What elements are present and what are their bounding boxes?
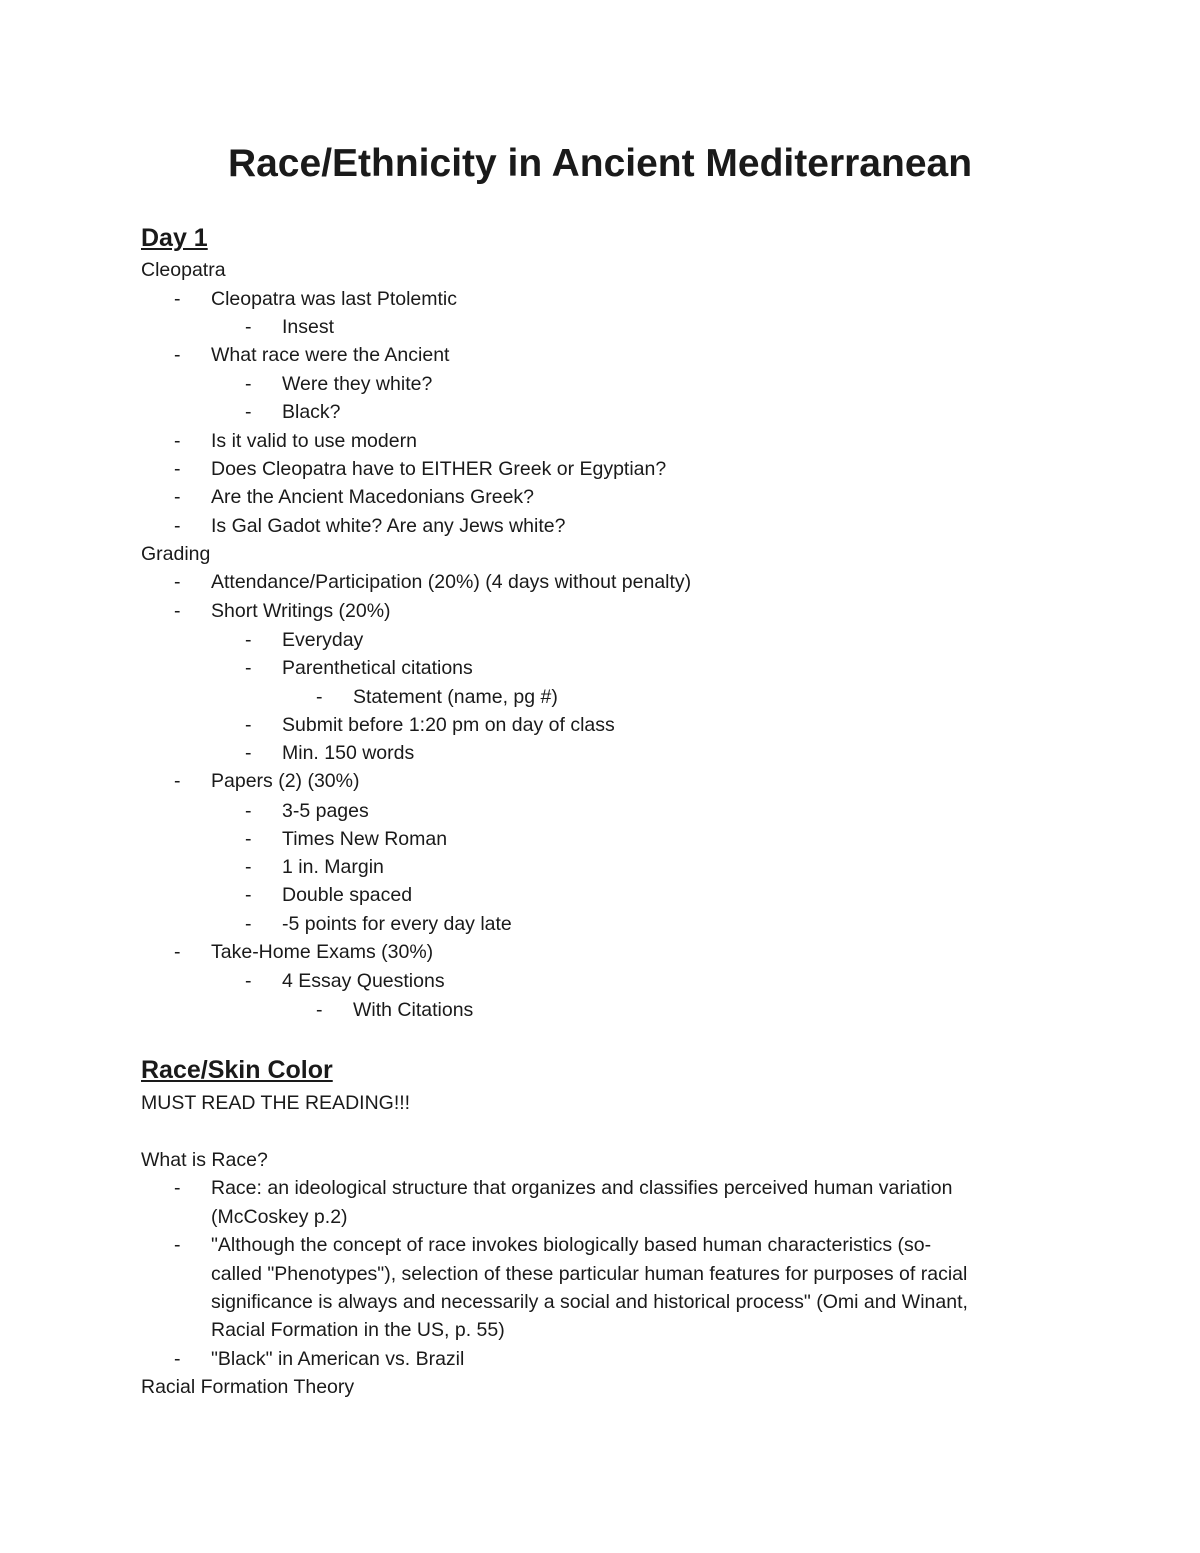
bullet: - — [245, 828, 252, 850]
bullet: - — [245, 629, 252, 651]
bullet: - — [174, 430, 181, 452]
bullet: - — [174, 486, 181, 508]
must-read-note: MUST READ THE READING!!! — [141, 1092, 411, 1114]
list-item: Is Gal Gadot white? Are any Jews white? — [211, 515, 566, 537]
list-item: "Although the concept of race invokes biologically based human characteristics (so- — [211, 1234, 932, 1256]
bullet: - — [245, 742, 252, 764]
list-item: -5 points for every day late — [282, 913, 512, 935]
list-item: Parenthetical citations — [282, 657, 473, 679]
bullet: - — [174, 941, 181, 963]
bullet: - — [174, 571, 181, 593]
list-item: 1 in. Margin — [282, 856, 384, 878]
bullet: - — [174, 515, 181, 537]
list-item: Insest — [282, 316, 335, 338]
list-item: Attendance/Participation (20%) (4 days without penalty) — [211, 571, 692, 593]
list-item: "Black" in American vs. Brazil — [211, 1348, 465, 1370]
list-item: Min. 150 words — [282, 742, 415, 764]
list-item: Is it valid to use modern — [211, 430, 417, 452]
bullet: - — [245, 884, 252, 906]
bullet: - — [245, 401, 252, 423]
racial-formation-label: Racial Formation Theory — [141, 1376, 355, 1398]
day1-heading: Day 1 — [141, 224, 208, 252]
list-item: Were they white? — [282, 373, 433, 395]
list-item: Double spaced — [282, 884, 413, 906]
bullet: - — [245, 800, 252, 822]
list-item: Papers (2) (30%) — [211, 770, 360, 792]
list-item: Short Writings (20%) — [211, 600, 391, 622]
race-skin-color-heading: Race/Skin Color — [141, 1056, 333, 1084]
bullet: - — [174, 344, 181, 366]
bullet: - — [174, 288, 181, 310]
bullet: - — [174, 1348, 181, 1370]
bullet: - — [245, 856, 252, 878]
list-item: Take-Home Exams (30%) — [211, 941, 434, 963]
what-is-race-label: What is Race? — [141, 1149, 268, 1171]
grading-label: Grading — [141, 543, 211, 565]
cleopatra-label: Cleopatra — [141, 259, 226, 281]
bullet: - — [245, 970, 252, 992]
list-item: 4 Essay Questions — [282, 970, 445, 992]
bullet: - — [245, 316, 252, 338]
list-item: 3-5 pages — [282, 800, 369, 822]
list-item-continuation: (McCoskey p.2) — [211, 1206, 348, 1228]
list-item: What race were the Ancient — [211, 344, 450, 366]
bullet: - — [174, 1177, 181, 1199]
list-item: Does Cleopatra have to EITHER Greek or Egyptian? — [211, 458, 667, 480]
list-item: Everyday — [282, 629, 364, 651]
list-item-continuation: called "Phenotypes"), selection of these particular human features for purposes of racial — [211, 1263, 968, 1285]
list-item: Black? — [282, 401, 341, 423]
list-item: Race: an ideological structure that organizes and classifies perceived human variation — [211, 1177, 953, 1199]
list-item-continuation: Racial Formation in the US, p. 55) — [211, 1319, 505, 1341]
list-item-continuation: significance is always and necessarily a social and historical process" (Omi and Winant, — [211, 1291, 968, 1313]
bullet: - — [174, 1234, 181, 1256]
list-item: With Citations — [353, 999, 474, 1021]
bullet: - — [245, 714, 252, 736]
bullet: - — [174, 600, 181, 622]
list-item: Are the Ancient Macedonians Greek? — [211, 486, 535, 508]
bullet: - — [174, 770, 181, 792]
bullet: - — [174, 458, 181, 480]
page-title: Race/Ethnicity in Ancient Mediterranean — [227, 142, 973, 185]
bullet: - — [245, 373, 252, 395]
bullet: - — [245, 657, 252, 679]
bullet: - — [245, 913, 252, 935]
list-item: Submit before 1:20 pm on day of class — [282, 714, 615, 736]
list-item: Times New Roman — [282, 828, 448, 850]
list-item: Cleopatra was last Ptolemtic — [211, 288, 458, 310]
bullet: - — [316, 999, 323, 1021]
bullet: - — [316, 686, 323, 708]
list-item: Statement (name, pg #) — [353, 686, 558, 708]
